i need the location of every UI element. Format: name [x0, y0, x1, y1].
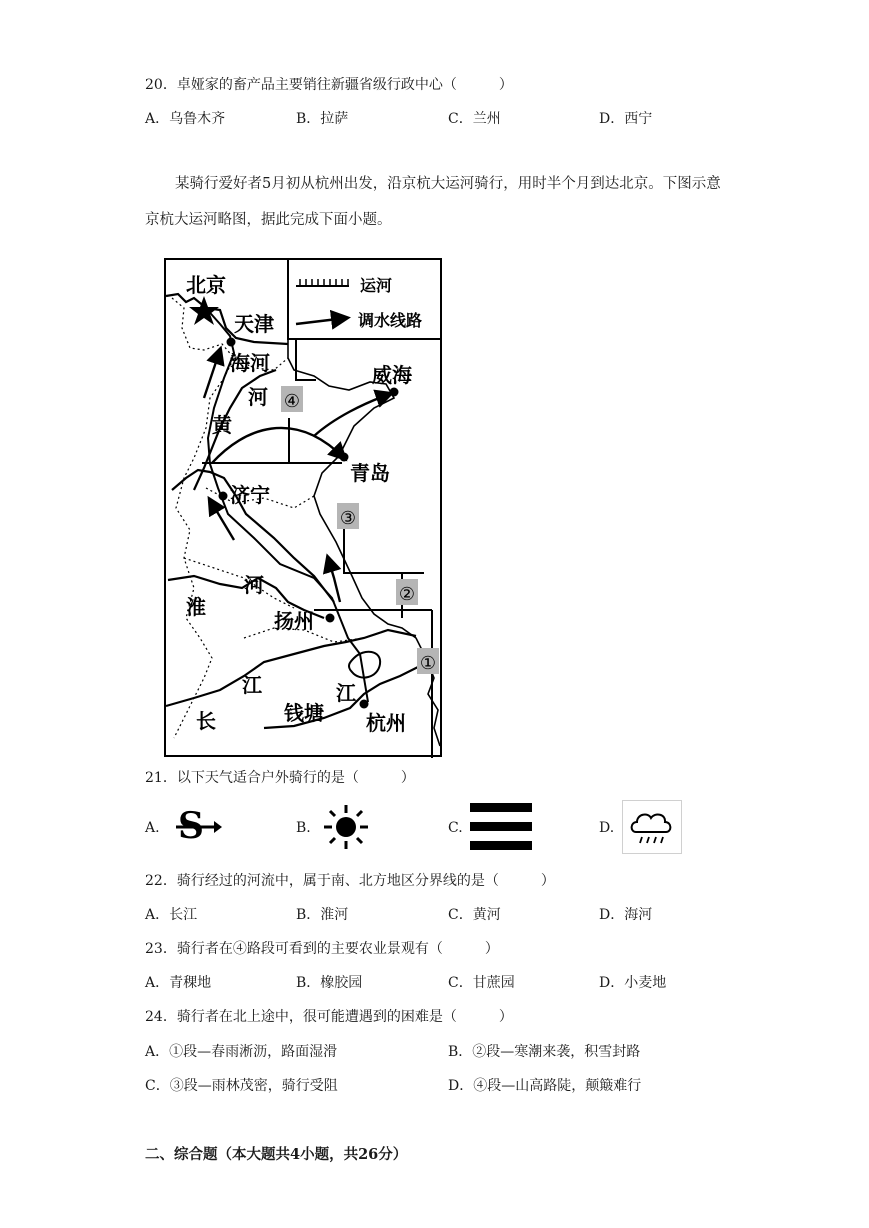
q20-option-b[interactable]: B．拉萨 [296, 111, 349, 127]
q22-option-b[interactable]: B．淮河 [296, 907, 349, 923]
q21-option-b[interactable]: B. [296, 820, 311, 836]
label-weihai: 威海 [372, 363, 412, 387]
q23-option-a[interactable]: A．青稞地 [145, 975, 212, 991]
q20-option-c[interactable]: C．兰州 [448, 111, 501, 127]
svg-text:S: S [178, 806, 204, 846]
legend-water-route-label: 调水线路 [358, 311, 423, 330]
label-hangzhou: 杭州 [366, 711, 406, 735]
legend-canal-label: 运河 [360, 276, 393, 295]
q24-option-d[interactable]: D．④段—山高路陡，颠簸难行 [448, 1078, 642, 1094]
label-qingdao: 青岛 [350, 461, 390, 485]
label-haihe: 海河 [230, 351, 270, 375]
intro-paragraph: 某骑行爱好者5月初从杭州出发，沿京杭大运河骑行，用时半个月到达北京。下图示意京杭大运河略图，据此完成下面小题。 [145, 176, 721, 228]
label-qiantang: 钱塘 [284, 701, 324, 725]
q24-option-c[interactable]: C．③段—雨林茂密，骑行受阻 [145, 1078, 338, 1094]
q21-stem: 21．以下天气适合户外骑行的是（ ） [145, 770, 415, 786]
section-2-heading: 二、综合题（本大题共4小题，共26分） [145, 1146, 408, 1163]
segment-3-label: ③ [339, 508, 357, 529]
q22-option-c[interactable]: C．黄河 [448, 907, 501, 923]
q24-option-b[interactable]: B．②段—寒潮来袭，积雪封路 [448, 1044, 641, 1060]
label-beijing: 北京 [186, 273, 226, 297]
q23-option-c[interactable]: C．甘蔗园 [448, 975, 515, 991]
label-jining: 济宁 [230, 483, 270, 507]
q24-stem: 24．骑行者在北上途中，很可能遭遇到的困难是（ ） [145, 1009, 513, 1025]
rain-icon[interactable] [622, 800, 682, 858]
label-chang: 长 [196, 709, 216, 733]
segment-4-label: ④ [283, 391, 301, 412]
label-he1: 河 [248, 385, 268, 409]
label-huang: 黄 [212, 413, 232, 437]
grand-canal-map [164, 258, 446, 758]
label-huai: 淮 [186, 595, 206, 619]
segment-1-label: ① [419, 653, 437, 674]
label-yangzhou: 扬州 [274, 609, 314, 633]
q20-stem: 20．卓娅家的畜产品主要销往新疆省级行政中心（ ） [145, 77, 513, 93]
q21-option-d[interactable]: D. [599, 820, 615, 836]
q23-stem: 23．骑行者在④路段可看到的主要农业景观有（ ） [145, 941, 499, 957]
q24-option-a[interactable]: A．①段—春雨淅沥，路面湿滑 [145, 1044, 338, 1060]
q20-option-a[interactable]: A．乌鲁木齐 [145, 111, 226, 127]
label-jiang2: 江 [336, 681, 356, 705]
label-tianjin: 天津 [234, 312, 274, 336]
q22-option-d[interactable]: D．海河 [599, 907, 653, 923]
segment-2-label: ② [398, 584, 416, 605]
q22-stem: 22．骑行经过的河流中，属于南、北方地区分界线的是（ ） [145, 873, 555, 889]
sandstorm-icon[interactable] [176, 806, 224, 850]
q21-option-c[interactable]: C. [448, 820, 463, 836]
fog-icon[interactable] [470, 803, 532, 855]
label-he2: 河 [244, 573, 264, 597]
q20-option-d[interactable]: D．西宁 [599, 111, 653, 127]
q21-option-a[interactable]: A. [145, 820, 160, 836]
q22-option-a[interactable]: A．长江 [145, 907, 198, 923]
label-jiang1: 江 [242, 673, 262, 697]
sunny-icon[interactable] [320, 804, 372, 854]
q23-option-d[interactable]: D．小麦地 [599, 975, 667, 991]
q23-option-b[interactable]: B．橡胶园 [296, 975, 363, 991]
